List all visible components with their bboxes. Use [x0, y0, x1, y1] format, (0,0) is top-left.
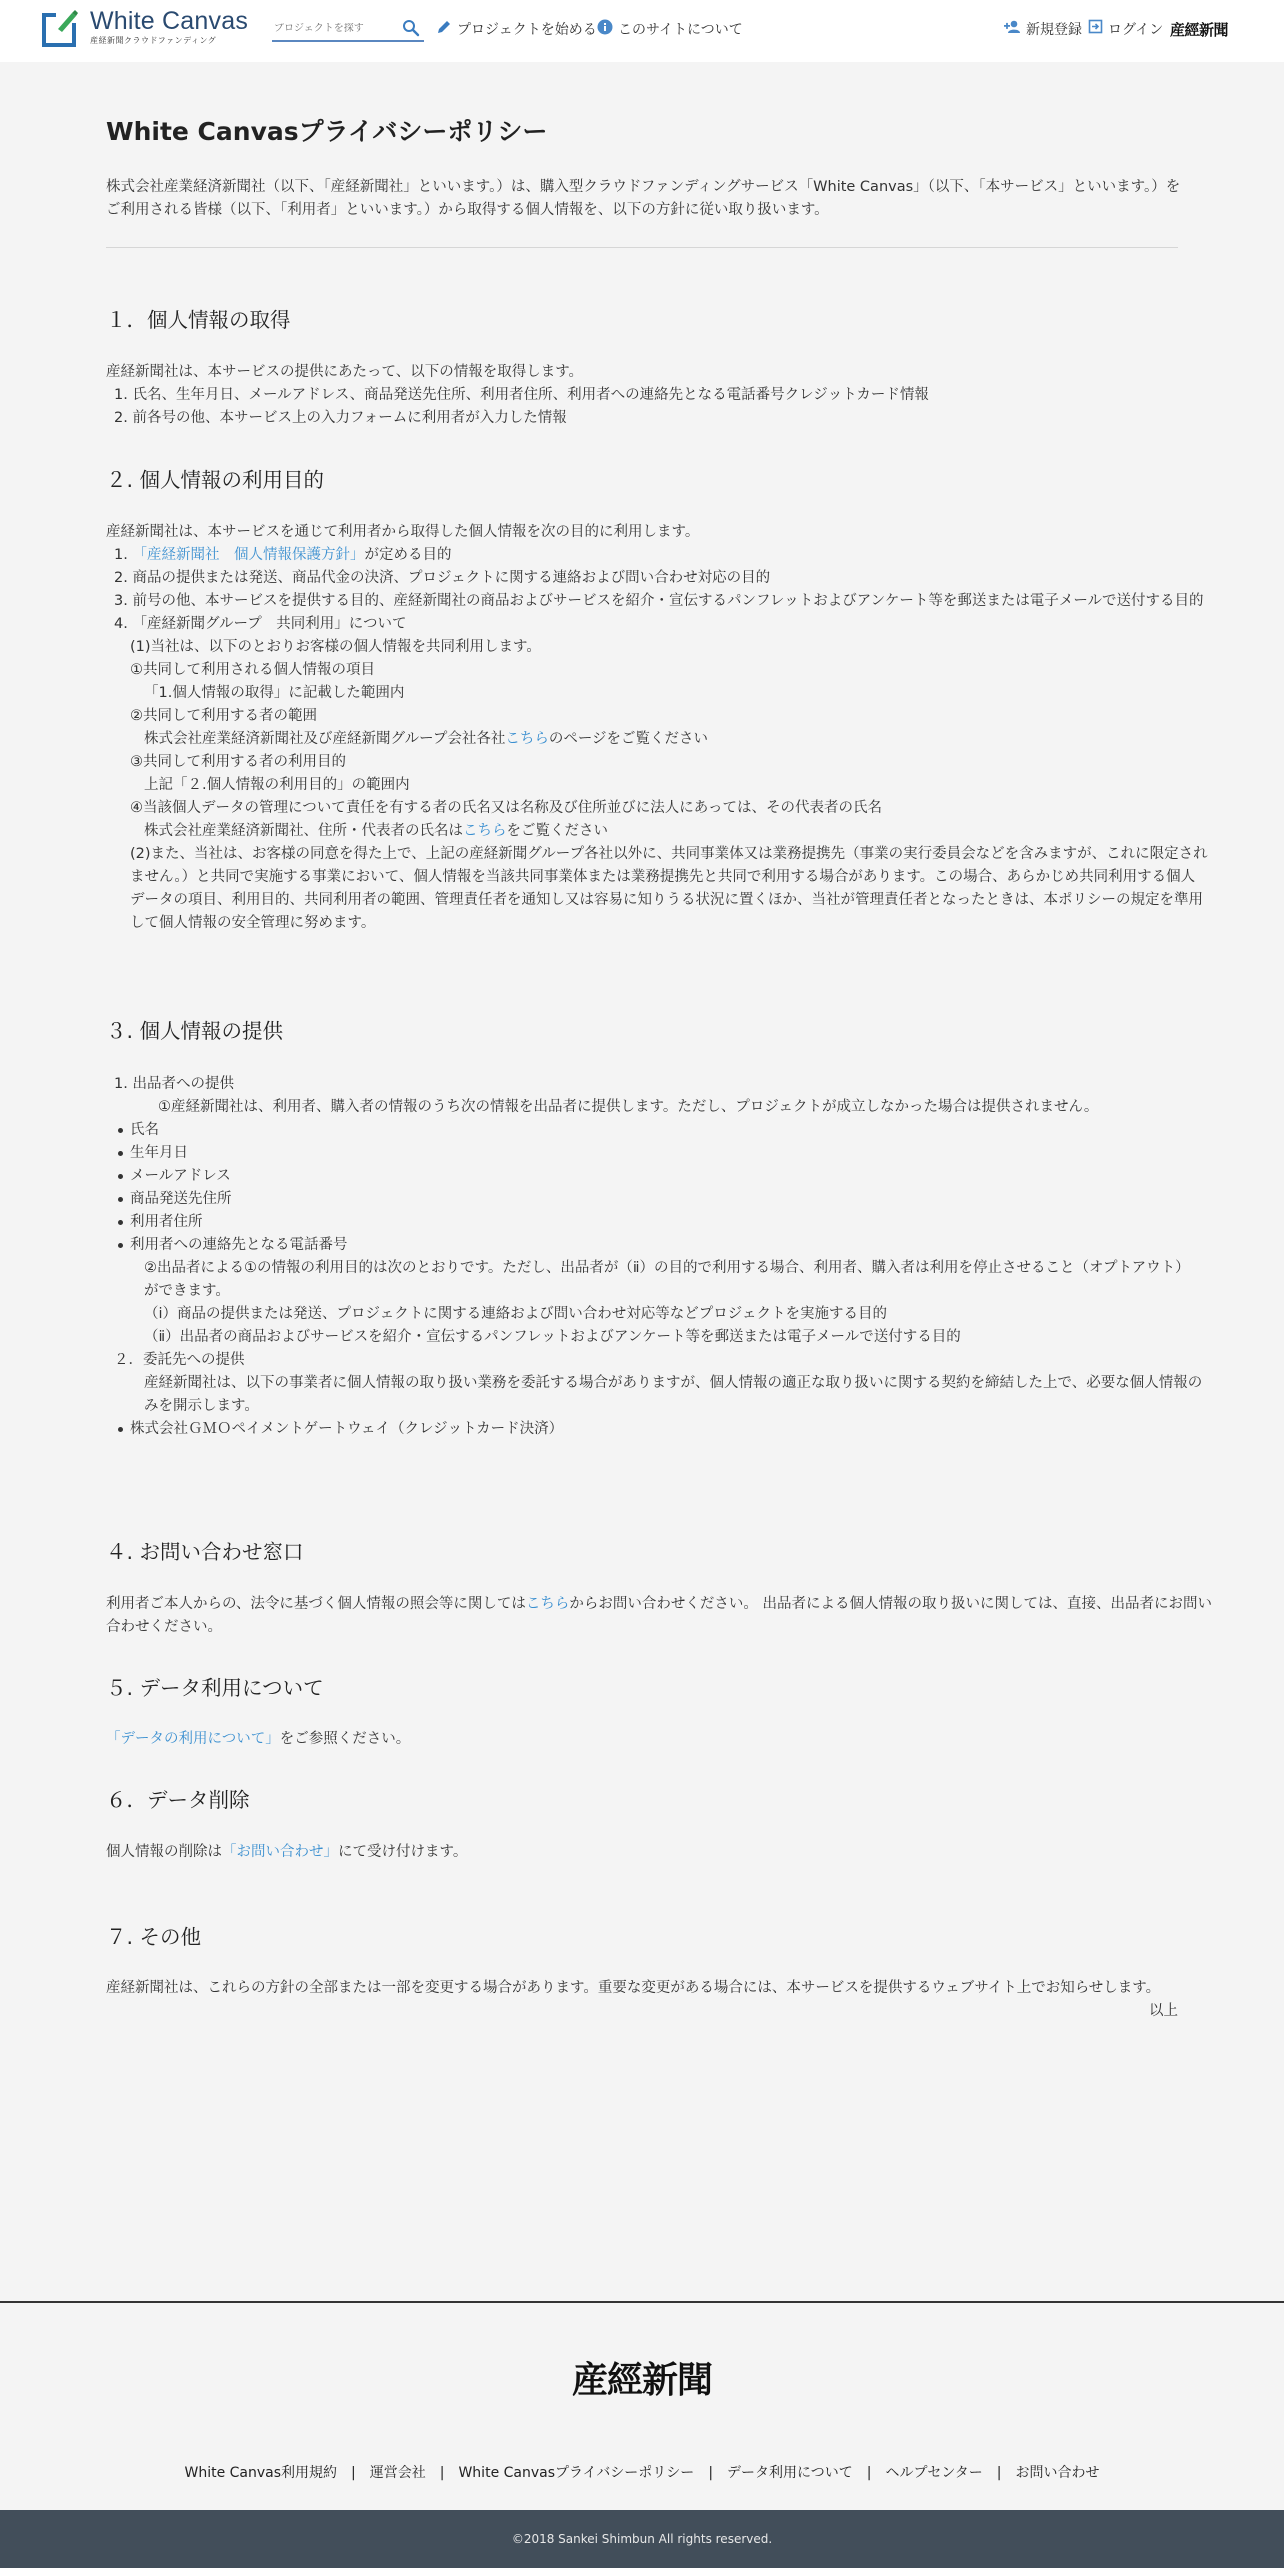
- sub-item-detail: （ⅰ）商品の提供または発送、プロジェクトに関する連絡および問い合わせ対応等などプロジェクトを実施する目的: [144, 1306, 887, 1322]
- login-link[interactable]: [1088, 19, 1163, 40]
- footer-separator: |: [351, 2465, 356, 2481]
- bullet-item: 利用者への連絡先となる電話番号: [106, 1234, 1178, 1257]
- contact-link[interactable]: 「お問い合わせ」: [222, 1844, 338, 1860]
- text: 利用者ご本人からの、法令に基づく個人情報の照会等に関しては: [106, 1596, 526, 1612]
- divider: [106, 247, 1178, 248]
- section-text: [106, 1728, 1178, 1751]
- sub-item: データの項目、利用目的、共同利用者の範囲、管理責任者を通知し又は容易に知りうる状況に置くほか、当社が管理責任者となったときは、本ポリシーの規定を準用: [130, 892, 1203, 908]
- list-item: 4. 「産経新聞グループ 共同利用」について: [114, 616, 407, 632]
- section-5-body: [106, 1728, 1178, 1751]
- footer-link-company[interactable]: 運営会社: [369, 2465, 426, 2481]
- copyright-bar: [0, 2510, 1284, 2568]
- group-companies-link[interactable]: こちら: [505, 731, 549, 747]
- sub-item: ③共同して利用する者の利用目的: [130, 754, 346, 770]
- intro-line: ご利用される皆様（以下、「利用者」といいます。）から取得する個人情報を、以下の方針に従い取り扱います。: [106, 202, 829, 218]
- page-title: White Canvasプライバシーポリシー: [106, 117, 548, 146]
- end-mark: 以上: [1149, 2003, 1178, 2019]
- copyright-text: ©2018 Sankei Shimbun All rights reserved.: [511, 2532, 773, 2546]
- intro-text: [106, 176, 1181, 222]
- sub-item-detail: [106, 820, 1178, 843]
- section-text: 合わせください。: [106, 1619, 222, 1635]
- section-text: [106, 1841, 1178, 1864]
- list-item: 1. 出品者への提供: [114, 1076, 234, 1092]
- list-item: 3. 前号の他、本サービスを提供する目的、産経新聞社の商品およびサービスを紹介・宣伝するパンフレットおよびアンケート等を郵送または電子メールで送付する目的: [114, 593, 1204, 609]
- login-icon: [1088, 19, 1103, 40]
- section-4-body: [106, 1593, 1213, 1639]
- register-link[interactable]: [1004, 19, 1082, 40]
- list-number: 1.: [114, 547, 133, 563]
- sub-item-detail: （ⅱ）出品者の商品およびサービスを紹介・宣伝するパンフレットおよびアンケート等を郵送または電子メールで送付する目的: [144, 1329, 961, 1345]
- list-item: 2. 前各号の他、本サービス上の入力フォームに利用者が入力した情報: [114, 410, 567, 426]
- text: 個人情報の削除は: [106, 1844, 222, 1860]
- bullet-item: 商品発送先住所: [106, 1188, 1178, 1211]
- search-icon[interactable]: [402, 19, 420, 45]
- section-text: 産経新聞社は、本サービスの提供にあたって、以下の情報を取得します。: [106, 364, 584, 380]
- login-label: ログイン: [1108, 21, 1164, 38]
- site-logo[interactable]: [42, 9, 248, 47]
- list-text: が定める目的: [364, 547, 452, 563]
- footer-link-privacy[interactable]: White Canvasプライバシーポリシー: [458, 2465, 695, 2481]
- text: をご参照ください。: [279, 1731, 411, 1747]
- section-3-body: [106, 1073, 1203, 1441]
- sub-item: ④当該個人データの管理について責任を有する者の氏名又は名称及び住所並びに法人にあっては、その代表者の氏名: [130, 800, 883, 816]
- register-label: 新規登録: [1026, 21, 1082, 38]
- section-2-heading: ２. 個人情報の利用目的: [106, 468, 325, 492]
- sub-item-detail: 上記「２.個人情報の利用目的」の範囲内: [144, 777, 410, 793]
- text: にて受け付けます。: [338, 1844, 468, 1860]
- data-usage-link[interactable]: 「データの利用について」: [106, 1731, 280, 1747]
- sub-item: (1)当社は、以下のとおりお客様の個人情報を共同利用します。: [130, 639, 541, 655]
- bullet-item: 利用者住所: [106, 1211, 1178, 1234]
- start-project-link[interactable]: [437, 19, 597, 40]
- footer-divider: [0, 2301, 1284, 2303]
- sub-item-detail: ができます。: [144, 1283, 230, 1299]
- site-header: [0, 0, 1284, 62]
- sub-item-detail: 「1.個人情報の取得」に記載した範囲内: [144, 685, 405, 701]
- section-5-heading: ５. データ利用について: [106, 1676, 324, 1700]
- footer-link-data-usage[interactable]: データ利用について: [727, 2465, 853, 2481]
- detail-text: 株式会社産業経済新聞社、住所・代表者の氏名は: [144, 823, 463, 839]
- footer-separator: |: [708, 2465, 714, 2481]
- sub-item: (2)また、当社は、お客様の同意を得た上で、上記の産経新聞グループ各社以外に、共同事業体又は業務提携先（事業の実行委員会などを含みますが、これに限定され: [130, 846, 1208, 862]
- section-6-body: [106, 1841, 1178, 1864]
- sankei-brand-logo[interactable]: 産經新聞: [1170, 21, 1229, 39]
- bullet-item: メールアドレス: [106, 1165, 1178, 1188]
- sub-item: ①共同して利用される個人情報の項目: [130, 662, 375, 678]
- company-info-link[interactable]: こちら: [463, 823, 507, 839]
- footer-link-terms[interactable]: White Canvas利用規約: [184, 2465, 338, 2481]
- start-project-label: プロジェクトを始める: [457, 21, 597, 38]
- footer-links: [0, 2462, 1284, 2485]
- bullet-item: 生年月日: [106, 1142, 1178, 1165]
- section-4-heading: ４. お問い合わせ窓口: [106, 1540, 304, 1564]
- sub-item-detail: みを開示します。: [144, 1398, 259, 1414]
- section-1-body: [106, 361, 1178, 430]
- intro-line: 株式会社産業経済新聞社（以下、「産経新聞社」といいます。）は、購入型クラウドファンディングサービス「White Canvas」（以下、「本サービス」といいます。）を: [106, 179, 1181, 195]
- inquiry-link[interactable]: こちら: [525, 1596, 570, 1612]
- section-2-body: [106, 521, 1208, 935]
- section-6-heading: ６．データ削除: [106, 1788, 250, 1812]
- list-item: [106, 544, 1178, 567]
- sub-item-detail: ②出品者による①の情報の利用目的は次のとおりです。ただし、出品者が（ⅱ）の目的で利用する場合、利用者、購入者は利用を停止させること（オプトアウト）: [144, 1260, 1190, 1276]
- footer-link-help[interactable]: ヘルプセンター: [885, 2465, 983, 2481]
- sub-item: して個人情報の安全管理に努めます。: [130, 915, 376, 931]
- search-box: [272, 16, 424, 42]
- bullet-item: 株式会社ＧＭＯペイメントゲートウェイ（クレジットカード決済）: [106, 1418, 1178, 1441]
- sub-item-detail: 産経新聞社は、以下の事業者に個人情報の取り扱い業務を委託する場合がありますが、個人情報の適正な取り扱いに関する契約を締結した上で、必要な個人情報の: [144, 1375, 1203, 1391]
- section-7-heading: ７. その他: [106, 1925, 202, 1949]
- section-7-body: [106, 1977, 1178, 2023]
- footer-separator: |: [439, 2465, 445, 2481]
- section-1-heading: １．個人情報の取得: [106, 308, 291, 332]
- text: からお問い合わせください。 出品者による個人情報の取り扱いに関しては、直接、出品者にお問い: [569, 1596, 1213, 1612]
- section-3-heading: ３. 個人情報の提供: [106, 1019, 284, 1043]
- bullet-item: 氏名: [106, 1119, 1178, 1142]
- sub-item: ません。）と共同で実施する事業において、個人情報を当該共同事業体または業務提携先と共同で利用する場合があります。この場合、あらかじめ共同利用する個人: [130, 869, 1196, 885]
- about-link[interactable]: [597, 19, 743, 41]
- list-item: ２．委託先への提供: [114, 1352, 245, 1368]
- privacy-protection-policy-link[interactable]: 「産経新聞社 個人情報保護方針」: [132, 547, 365, 563]
- logo-subtitle: 産経新聞クラウドファンディング: [90, 36, 217, 45]
- section-text: 産経新聞社は、本サービスを通じて利用者から取得した個人情報を次の目的に利用します。: [106, 524, 700, 540]
- sub-item-detail: ①産経新聞社は、利用者、購入者の情報のうち次の情報を出品者に提供します。ただし、プロジェクトが成立しなかった場合は提供されません。: [158, 1099, 1099, 1115]
- footer-brand-logo[interactable]: 産經新聞: [571, 2359, 712, 2401]
- info-icon: [597, 19, 613, 41]
- sub-item: ②共同して利用する者の範囲: [130, 708, 317, 724]
- list-item: 2. 商品の提供または発送、商品代金の決済、プロジェクトに関する連絡および問い合わせ対応の目的: [114, 570, 771, 586]
- list-item: 1. 氏名、生年月日、メールアドレス、商品発送先住所、利用者住所、利用者への連絡先となる電話番号クレジットカード情報: [114, 387, 929, 403]
- detail-text: 株式会社産業経済新聞社及び産経新聞グループ会社各社: [144, 731, 506, 747]
- about-label: このサイトについて: [618, 22, 743, 38]
- footer-link-contact[interactable]: お問い合わせ: [1015, 2465, 1100, 2481]
- add-user-icon: [1004, 19, 1021, 40]
- sub-item-detail: [106, 728, 1178, 751]
- pencil-icon: [437, 19, 452, 40]
- search-input[interactable]: [272, 23, 390, 34]
- section-text: 産経新聞社は、これらの方針の全部または一部を変更する場合があります。重要な変更がある場合には、本サービスを提供するウェブサイト上でお知らせします。: [106, 1980, 1161, 1996]
- canvas-logo-icon: [42, 9, 78, 47]
- detail-text: のページをご覧ください: [548, 731, 709, 747]
- footer-separator: |: [996, 2465, 1002, 2481]
- detail-text: をご覧ください: [506, 823, 608, 839]
- section-text: [106, 1593, 1213, 1616]
- footer-separator: |: [866, 2465, 872, 2481]
- logo-title: White Canvas: [90, 7, 249, 35]
